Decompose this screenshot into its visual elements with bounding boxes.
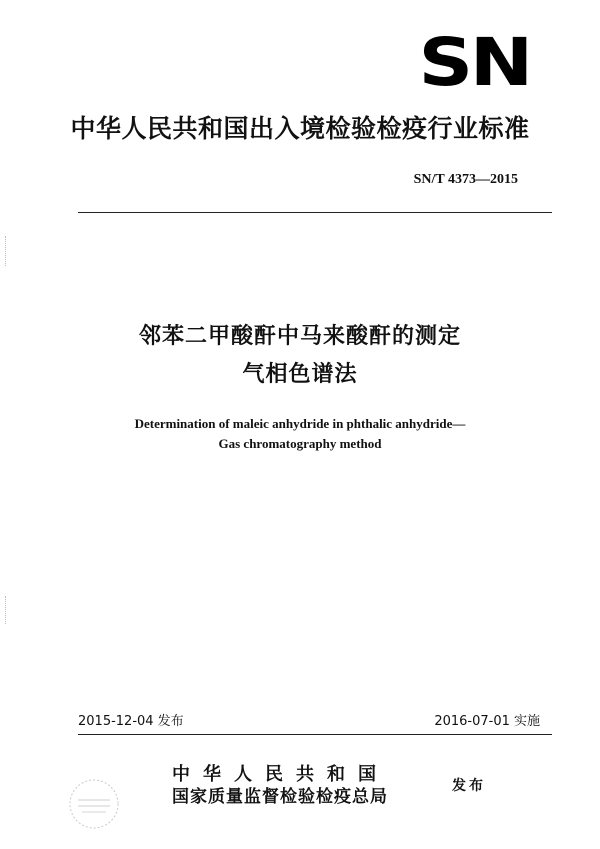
sn-logo: SN xyxy=(418,24,530,101)
title-chinese-line1: 邻苯二甲酸酐中马来酸酐的测定 xyxy=(138,324,461,349)
publish-label: 发布 xyxy=(452,778,486,794)
implementation-date: 2016-07-01 实施 xyxy=(434,714,540,729)
scan-edge-mark xyxy=(5,596,6,624)
issue-date: 2015-12-04 发布 xyxy=(78,714,184,729)
faded-stamp-icon xyxy=(66,776,122,832)
title-english-line1: Determination of maleic anhydride in phthalic anhydride— xyxy=(134,416,466,431)
top-divider xyxy=(78,212,552,213)
issuer-country: 中华人民共和国 xyxy=(172,764,389,785)
issuer-agency: 国家质量监督检验检疫总局 xyxy=(172,787,388,807)
org-title: 中华人民共和国出入境检验检疫行业标准 xyxy=(70,114,530,143)
standard-code: SN/T 4373—2015 xyxy=(413,172,518,187)
title-english-line2: Gas chromatography method xyxy=(218,436,382,451)
title-chinese-line2: 气相色谱法 xyxy=(242,362,358,387)
scan-edge-mark xyxy=(5,236,6,266)
bottom-divider xyxy=(78,734,552,735)
